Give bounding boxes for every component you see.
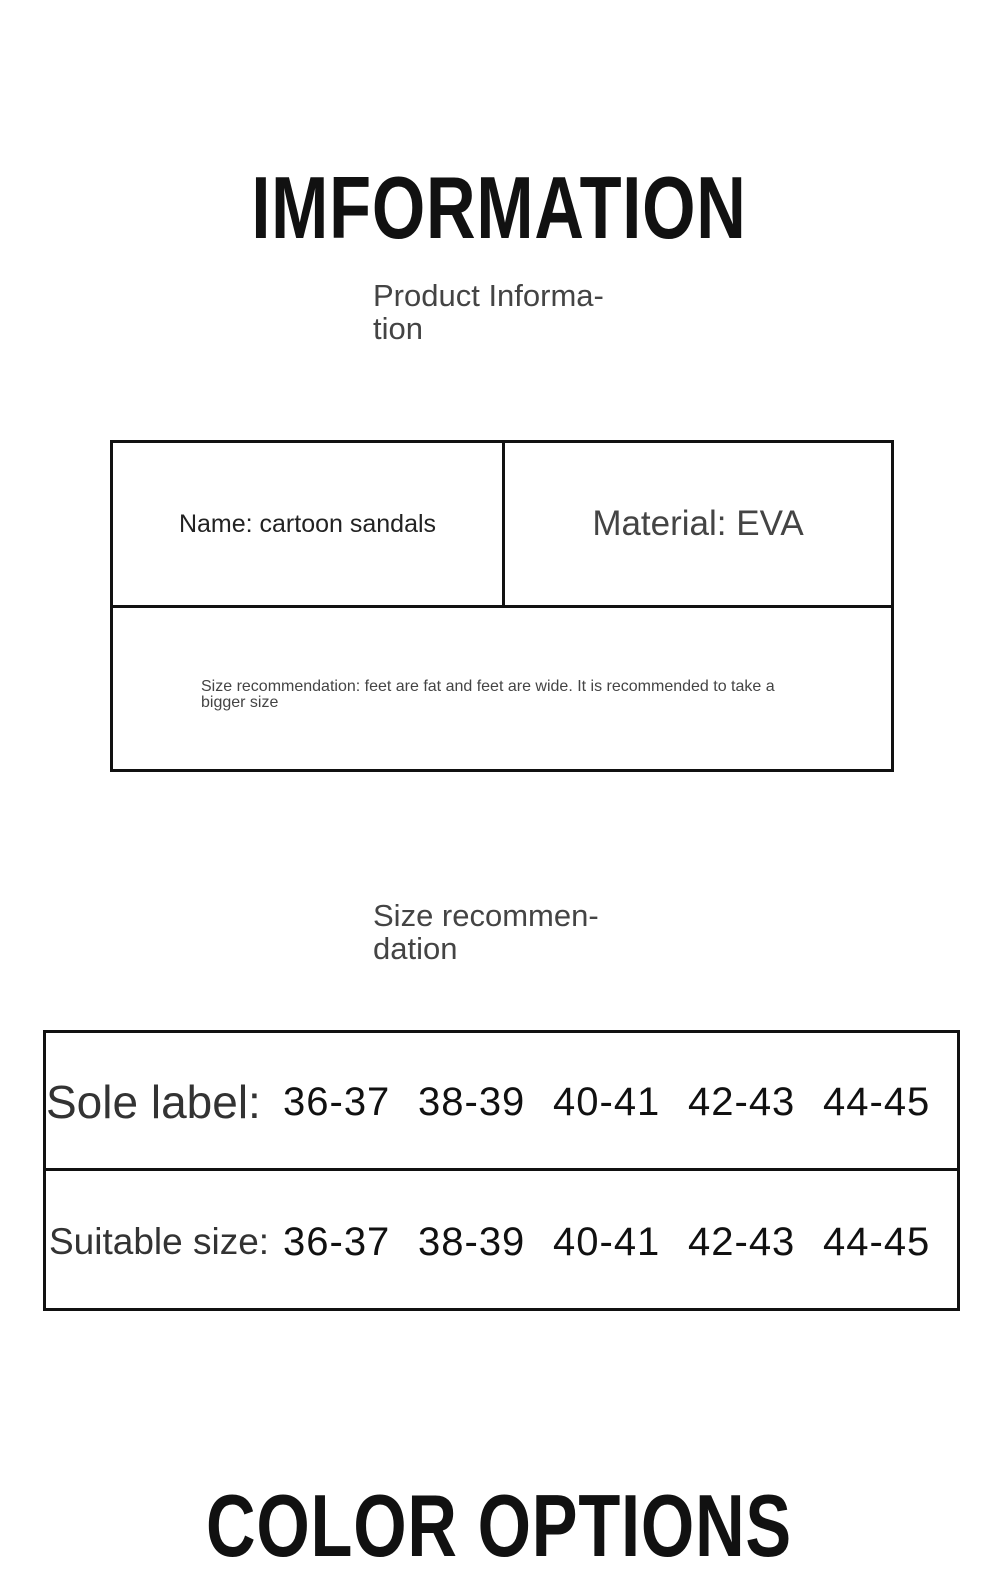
size-value: 40-41: [553, 1079, 661, 1124]
size-value: 44-45: [823, 1079, 931, 1124]
size-recommendation-note: Size recommendation: feet are fat and feet are wide. It is recommended to take a bigger size: [201, 678, 775, 711]
size-value: 40-41: [553, 1219, 661, 1264]
suitable-size-row: [46, 1173, 957, 1311]
product-name-text: Name: cartoon sandals: [178, 509, 437, 538]
information-heading: IMFORMATION: [251, 158, 747, 257]
product-material-text: Material: EVA: [592, 504, 804, 543]
suitable-size-values: [283, 1173, 958, 1311]
product-material-cell: [505, 443, 891, 608]
color-options-heading: COLOR OPTIONS: [206, 1476, 792, 1575]
size-chart-table: [43, 1030, 960, 1311]
size-value: 42-43: [688, 1219, 796, 1264]
size-value: 38-39: [418, 1219, 526, 1264]
size-recommendation-subtitle-text: Size recommen- dation: [373, 898, 599, 966]
product-information-table: [110, 440, 894, 772]
sole-label-values: [283, 1033, 958, 1171]
size-recommendation-subtitle: [373, 899, 633, 965]
product-name-cell: [113, 443, 505, 608]
product-information-subtitle-text: Product Informa- tion: [373, 278, 604, 346]
product-information-subtitle: [373, 279, 633, 345]
suitable-size-label: Suitable size:: [49, 1221, 270, 1262]
size-value: 36-37: [283, 1219, 391, 1264]
size-value: 36-37: [283, 1079, 391, 1124]
size-value: 42-43: [688, 1079, 796, 1124]
sole-label-label: Sole label:: [46, 1076, 261, 1128]
size-value: 44-45: [823, 1219, 931, 1264]
size-value: 38-39: [418, 1079, 526, 1124]
sole-label-row: [46, 1033, 957, 1171]
